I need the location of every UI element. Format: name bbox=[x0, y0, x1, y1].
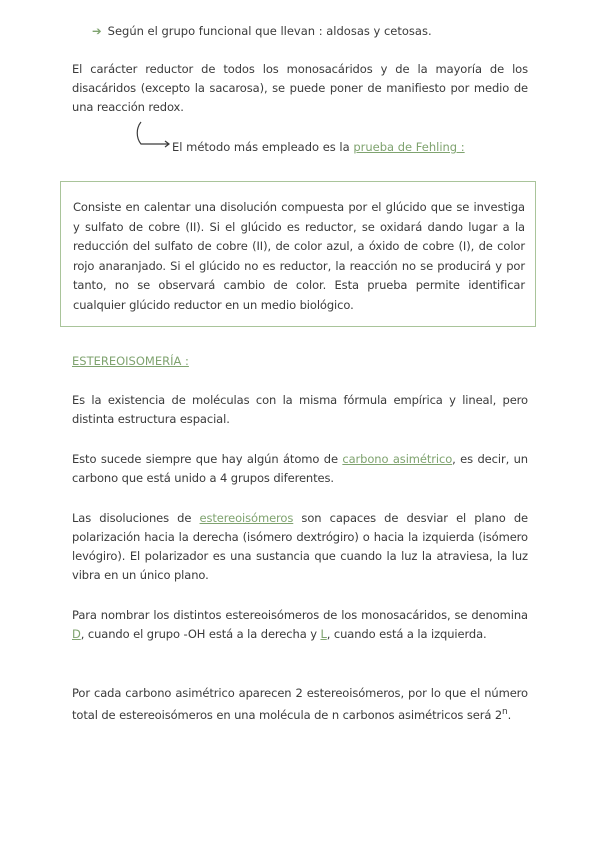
paragraph-reductor: El carácter reductor de todos los monosacáridos y de la mayoría de los disacáridos (excepto la sacarosa), se puede poner de manifiesto por medio de una reacción redox. bbox=[72, 62, 528, 114]
nombrar-before: Para nombrar los distintos estereoisómeros de los monosacáridos, se denomina bbox=[72, 608, 528, 622]
section-heading: ESTEREOISOMERÍA : bbox=[72, 354, 189, 368]
estereoisomeros-link[interactable]: estereoisómeros bbox=[199, 511, 294, 525]
disoluciones-before: Las disoluciones de bbox=[72, 511, 200, 525]
fehling-box-text: Consiste en calentar una disolución compuesta por el glúcido que se investiga y sulfato de cobre (II). Si el glúcido es reductor, se oxidará dando lugar a la reducción del sulfato de cobre (II), de color azul, a óxido de cobre (I), de color rojo anaranjado. Si el glúcido no es reductor, la reacción no se producirá y por tanto, no se observará cambio de color. Esta prueba permite identificar cualquier glúcido reductor en un medio biológico. bbox=[73, 200, 525, 312]
l-label: L bbox=[320, 627, 327, 641]
intro-bullet bbox=[92, 22, 432, 41]
nombrar-after: , cuando está a la izquierda. bbox=[326, 627, 487, 641]
method-prefix: El método más empleado es la bbox=[172, 140, 354, 154]
nombrar-middle: , cuando el grupo -OH está a la derecha y bbox=[80, 627, 321, 641]
total-text: Por cada carbono asimétrico aparecen 2 estereoisómeros, por lo que el número total de estereoisómeros en una molécula de n carbonos asimétricos será 2 bbox=[72, 686, 528, 722]
fehling-link[interactable]: prueba de Fehling : bbox=[353, 140, 465, 154]
method-line bbox=[172, 138, 465, 157]
total-end: . bbox=[507, 707, 512, 722]
carbono-after: , es decir, un carbono que está unido a 4 grupos diferentes. bbox=[72, 452, 528, 485]
intro-bullet-text: Según el grupo funcional que llevan : aldosas y cetosas. bbox=[107, 24, 432, 38]
carbono-before: Esto sucede siempre que hay algún átomo de bbox=[72, 452, 343, 466]
disoluciones-after: son capaces de desviar el plano de polarización hacia la derecha (isómero dextrógiro) o hacia la izquierda (isómero levógiro). El polarizador es una sustancia que cuando la luz la atraviesa, la luz vibra en un único plano. bbox=[72, 511, 529, 582]
paragraph-carbono bbox=[72, 450, 528, 488]
fehling-box bbox=[60, 181, 536, 327]
paragraph-nombrar bbox=[72, 606, 528, 644]
paragraph-total bbox=[72, 684, 528, 725]
d-label: D bbox=[72, 627, 81, 641]
total-exponent: n bbox=[502, 707, 508, 717]
paragraph-definition: Es la existencia de moléculas con la misma fórmula empírica y lineal, pero distinta estructura espacial. bbox=[72, 393, 528, 426]
carbono-asimetrico-link[interactable]: carbono asimétrico bbox=[342, 452, 453, 466]
paragraph-disoluciones bbox=[72, 509, 528, 585]
arrow-right-icon: ➔ bbox=[92, 24, 102, 38]
curved-arrow-icon bbox=[135, 120, 171, 148]
